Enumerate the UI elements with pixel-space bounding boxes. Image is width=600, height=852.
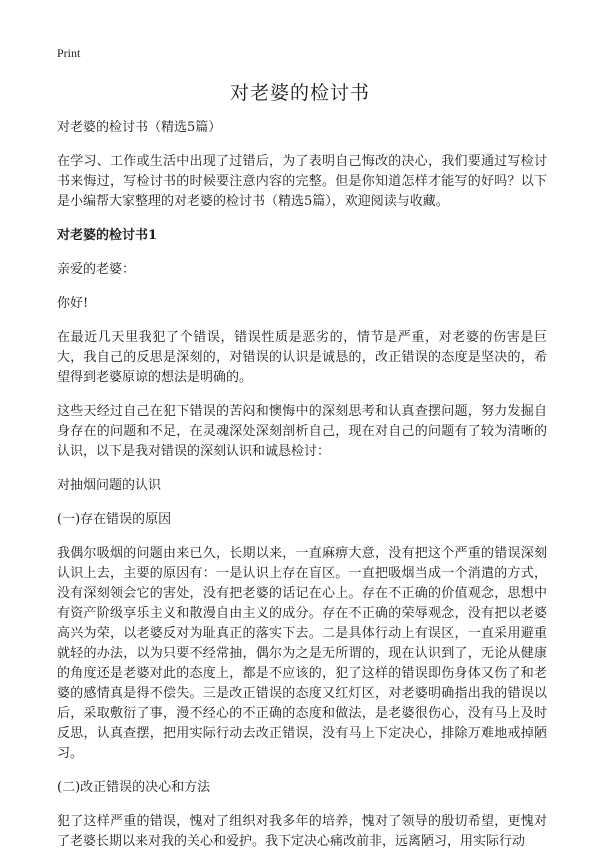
body-paragraph-2: 这些天经过自己在犯下错误的苦闷和懊悔中的深刻思考和认真查摆问题，努力发掘自身存在的问题和不足，在灵魂深处深刻剖析自己，现在对自己的问题有了较为清晰的认识，以下是我对错误的深刻认识和诚恳检讨：	[57, 404, 547, 459]
document-body	[57, 118, 547, 852]
document-title: 对老婆的检讨书	[229, 82, 370, 104]
smoking-heading: 对抽烟问题的认识	[57, 478, 162, 493]
body-paragraph-3: 我偶尔吸烟的问题由来已久，长期以来，一直麻痹大意，没有把这个严重的错误深刻认识上去，主要的原因有：一是认识上存在盲区。一直把吸烟当成一个消遣的方式，没有深刻领会它的害处，没有把老婆的话记在心上。存在不正确的价值观念，思想中有资产阶级享乐主义和散漫自由主义的成分。存在不正确的荣辱观念，没有把以老婆高兴为荣，以老婆反对为耻真正的落实下去。二是具体行动上有误区，一直采用避重就轻的办法，以为只要不经常抽，偶尔为之是无所谓的，现在认识到了，无论从健康的角度还是老婆对此的态度上，都是不应该的，犯了这样的错误即伤身体又伤了和老婆的感情真是得不偿失。三是改正错误的态度又红灯区，对老婆明确指出我的错误以后，采取敷衍了事，漫不经心的不正确的态度和做法，是老婆很伤心，没有马上及时反思，认真查摆，把用实际行动去改正错误，没有马上下定决心，排除万难地戒掉陋习。	[57, 546, 547, 761]
subheading-causes: (一)存在错误的原因	[57, 512, 172, 527]
print-link[interactable]: Print	[57, 46, 81, 60]
body-paragraph-1: 在最近几天里我犯了个错误，错误性质是恶劣的，情节是严重，对老婆的伤害是巨大，我自己的反思是深刻的，对错误的认识是诚恳的，改正错误的态度是坚决的，希望得到老婆原谅的想法是明确的。	[57, 330, 547, 385]
subheading-resolution: (二)改正错误的决心和方法	[57, 780, 211, 795]
salutation: 你好!	[57, 296, 89, 311]
greeting: 亲爱的老婆：	[57, 262, 136, 277]
document-subtitle: 对老婆的检讨书（精选5篇）	[57, 120, 222, 135]
body-paragraph-4: 犯了这样严重的错误，愧对了组织对我多年的培养，愧对了领导的殷切希望，更愧对了老婆长期以来对我的关心和爱护。我下定决心痛改前非，远离陋习，用实际行动	[57, 814, 547, 849]
section-heading: 对老婆的检讨书1	[57, 228, 158, 243]
intro-paragraph: 在学习、工作或生活中出现了过错后，为了表明自己悔改的决心，我们要通过写检讨书来悔过，写检讨书的时候要注意内容的完整。但是你知道怎样才能写的好吗？以下是小编帮大家整理的对老婆的检讨书（精选5篇），欢迎阅读与收藏。	[57, 154, 547, 209]
